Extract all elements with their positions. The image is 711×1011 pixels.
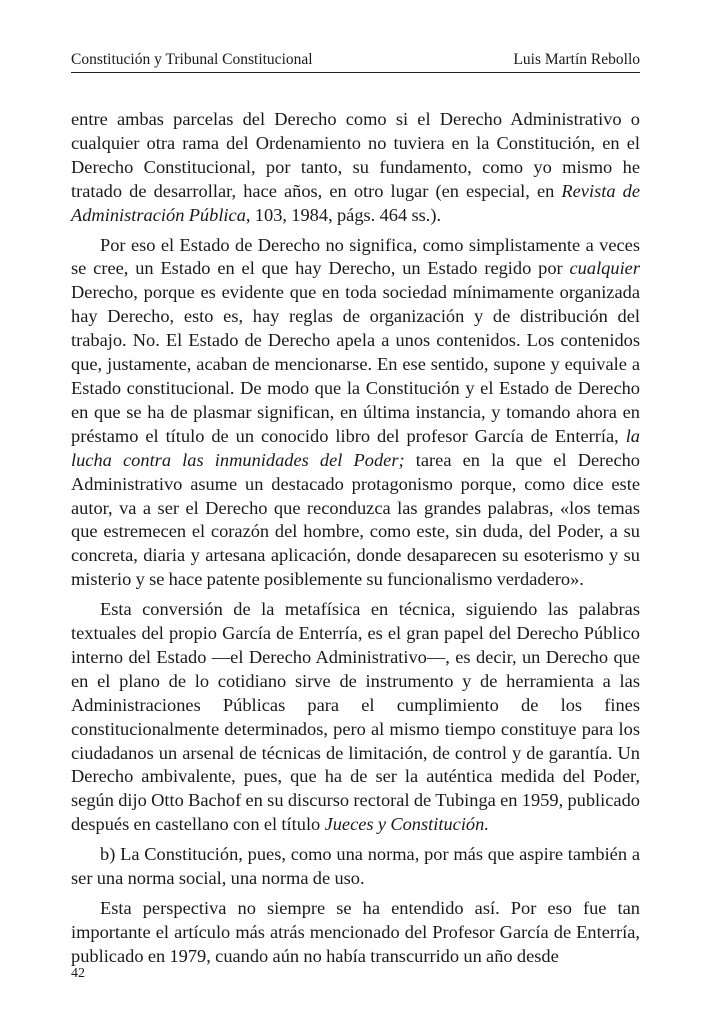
cualquier-italic: cualquier: [569, 258, 640, 279]
paragraph-2: [71, 234, 640, 593]
page-number: 42: [71, 966, 85, 981]
book-title-italic: la lucha contra las inmunidades del Poder;: [71, 425, 640, 470]
paragraph-4: b) La Constitución, pues, como una norma, por más que aspire también a ser una norma social, una norma de uso.: [71, 844, 640, 889]
paragraph-1: [71, 108, 640, 228]
paragraph-2-text-c: tarea en la que el Derecho Administrativo asume un destacado protagonismo porque, como dice este autor, va a ser el Derecho que reconduzca las grandes palabras, «los temas que estremecen el corazón del hombre, como este, sin duda, del Poder, a su concreta, diaria y artesana aplicación, donde desaparecen su esoterismo y su misterio y se hace patente posiblemente su funcionalismo verdadero».: [71, 449, 640, 590]
header-book-title: Constitución y Tribunal Constitucional: [71, 51, 313, 68]
jueces-title-italic: Jueces y Constitución.: [324, 814, 489, 835]
paragraph-5: Esta perspectiva no siempre se ha entendido así. Por eso fue tan importante el artículo más atrás mencionado del Profesor García de Enterría, publicado en 1979, cuando aún no había transcurrido un año desde: [71, 898, 640, 966]
paragraph-1-text-a: entre ambas parcelas del Derecho como si el Derecho Administrativo o cualquier otra rama del Ordenamiento no tuviera en la Constitución, en el Derecho Constitucional, por tanto, su fundamento, como yo mismo he tratado de desarrollar, hace años, en otro lugar (en especial, en: [71, 109, 640, 201]
body-text: [71, 108, 640, 969]
paragraph-1-text-b: , 103, 1984, págs. 464 ss.).: [245, 204, 442, 225]
paragraph-3-text-a: Esta conversión de la metafísica en técnica, siguiendo las palabras textuales del propio García de Enterría, es el gran papel del Derecho Público interno del Estado —el Derecho Administrativo—, es decir, un Derecho que en el plano de lo cotidiano sirve de instrumento y de herramienta a las Administraciones Públicas para el cumplimiento de los fines constitucionalmente determinados, pero al mismo tiempo constituye para los ciudadanos un arsenal de técnicas de limitación, de control y de garantía. Un Derecho ambivalente, pues, que ha de ser la auténtica medida del Poder, según dijo Otto Bachof en su discurso rectoral de Tubinga en 1959, publicado después en castellano con el título: [71, 599, 640, 835]
paragraph-2-text-a: Por eso el Estado de Derecho no significa, como simplistamente a veces se cree, un Estado en el que hay Derecho, un Estado regido por: [71, 234, 640, 279]
header-author: Luis Martín Rebollo: [513, 51, 640, 68]
paragraph-3: [71, 598, 640, 837]
running-header: [71, 50, 640, 73]
paragraph-2-text-b: Derecho, porque es evidente que en toda sociedad mínimamente organizada hay Derecho, esto es, hay reglas de organización y de distribución del trabajo. No. El Estado de Derecho apela a unos contenidos. Los contenidos que, justamente, acaban de mencionarse. En ese sentido, supone y equivale a Estado constitucional. De modo que la Constitución y el Estado de Derecho en que se ha de plasmar significan, en última instancia, y tomando ahora en préstamo el título de un conocido libro del profesor García de Enterría,: [71, 282, 640, 446]
journal-title-italic: Revista de Administración Pública: [71, 180, 640, 225]
